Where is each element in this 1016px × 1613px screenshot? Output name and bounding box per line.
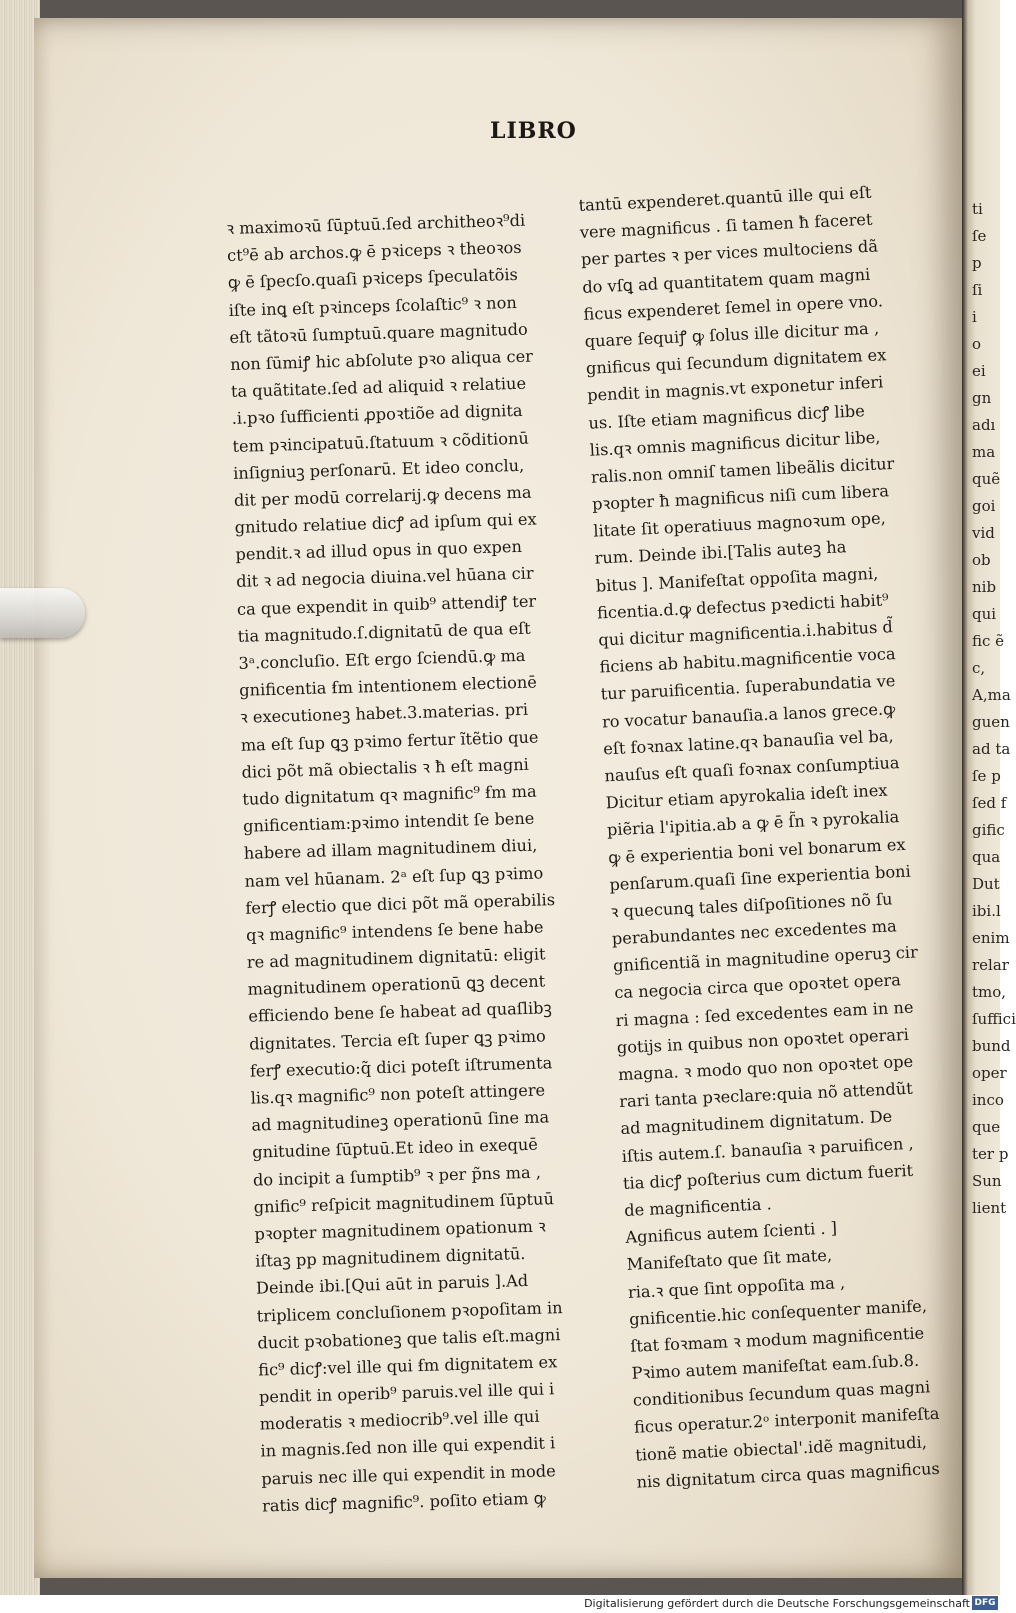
text-line: do vſꝗ ad quantitatem quam magni: [581, 264, 871, 297]
text-line: ficiens ab habitu.magnificentie voca: [599, 644, 896, 677]
text-line: pendit in magnis.vt exponetur inferi: [586, 372, 884, 406]
right-page-fragment: qua: [972, 848, 1001, 866]
text-line: ferꝭ executio:q̃ dici poteſt iſtrumenta: [249, 1053, 553, 1081]
text-line: ria.ꝛ que ſint oppoſita ma ,: [627, 1272, 846, 1302]
right-page-fragment: Dut: [972, 875, 1000, 893]
text-line: gnificus qui ſecundum dignitatem ex: [585, 345, 887, 378]
text-line: pendit in operib⁹ paruis.vel ille qui i: [258, 1379, 555, 1407]
right-page-fragment: ma: [972, 443, 996, 461]
text-line: tionẽ matie obiectal'.idẽ magnitudi,: [634, 1432, 928, 1465]
text-line: iſte inꝗ eſt pꝛinceps ſcolaſtic⁹ ꝛ non: [228, 292, 517, 320]
right-page-fragment: ſe: [972, 227, 987, 245]
text-line: eſt tãtoꝛū ſumptuū.quare magnitudo: [229, 319, 528, 347]
text-line: gnificentia ẜm intentionem electionē: [239, 672, 538, 700]
text-line: tudo dignitatum qꝛ magnific⁹ ẜm ma: [242, 781, 537, 809]
text-line: ficus expenderet ſemel in opere vno.: [583, 291, 884, 324]
right-page-fragment: lient: [972, 1199, 1007, 1217]
text-line: ꝛ quecunꝗ tales diſpoſitiones nõ ſu: [610, 889, 893, 922]
text-line: do incipit a ſumptib⁹ ꝛ per p̃ns ma ,: [252, 1162, 542, 1190]
text-line: ralis.non omniſ tamen libeãlis dicitur: [590, 453, 895, 487]
right-page-fragment: qui: [972, 605, 997, 623]
text-line: ratis dicꝭ magnific⁹. poſito etiam ꝙ: [261, 1488, 547, 1516]
text-line: dit per modū correlarij.ꝙ decens ma: [233, 482, 532, 510]
text-line: ducit pꝛobationeꝫ que talis eſt.magni: [257, 1324, 561, 1353]
right-page-fragment: oper: [972, 1064, 1007, 1082]
text-line: paruis nec ille qui expendit in mode: [261, 1460, 556, 1489]
right-page-fragment: gn: [972, 389, 992, 407]
right-page-fragment: ad ta: [972, 740, 1011, 758]
text-line: ſtat foꝛmam ꝛ modum magnificentie: [629, 1323, 925, 1356]
text-line: rari tanta pꝛeclare:quia nõ attendũt: [618, 1078, 914, 1112]
right-page-fragment: adı: [972, 416, 996, 434]
right-page-fragment: p: [972, 254, 982, 272]
text-line: pꝛopter ħ magnificus niſi cum libera: [591, 481, 890, 514]
text-line: lis.qꝛ omnis magnificus dicitur libe,: [589, 427, 881, 460]
text-line: Dicitur etiam apyrokalia ideſt inex: [605, 780, 888, 813]
text-line: ficentia.d.ꝙ defectus pꝛedicti habit⁹: [596, 590, 890, 623]
right-page-fragment: relar: [972, 956, 1009, 974]
text-line: gnificentiã in magnitudine operuꝫ cir: [612, 942, 919, 976]
text-line: ct⁹ē ab archos.ꝙ ē pꝛiceps ꝛ theoꝛos: [226, 237, 522, 266]
text-line: inſigniuꝫ perſonarū. Et ideo conclu,: [232, 455, 525, 483]
right-page-fragment: bund: [972, 1037, 1011, 1055]
right-page-fragment: fic ẽ: [972, 632, 1005, 650]
text-line: non ſūmiꝭ hic abſolute pꝛo aliqua cer: [229, 346, 534, 374]
funding-credit: Digitalisierung gefördert durch die Deutsche Forschungsgemeinschaft: [584, 1597, 970, 1610]
right-page-fragment: ter p: [972, 1145, 1009, 1163]
right-page-fragment: nib: [972, 578, 997, 596]
text-line: dignitates. Tercia eſt ſuper ꝗꝫ pꝛimo: [248, 1026, 547, 1054]
right-page-fragment: guen: [972, 713, 1010, 731]
text-line: ad magnitudinem dignitatum. De: [620, 1107, 893, 1139]
running-header: LIBRO: [490, 118, 577, 144]
text-line: Pꝛimo autem manifeſtat eam.ſub.8.: [631, 1350, 920, 1383]
text-line: in magnis.ſed non ille qui expendit i: [260, 1433, 556, 1461]
text-line: tia magnitudo.ſ.dignitatū de qua eſt: [237, 618, 531, 646]
right-page-edge: [962, 0, 1016, 1595]
text-line: rum. Deinde ibi.[Talis auteꝫ ha: [594, 537, 847, 569]
text-line: iſtaꝫ pp magnitudinem dignitatū.: [254, 1244, 526, 1271]
text-line: gotijs in quibus non opoꝛtet operari: [616, 1024, 910, 1057]
text-line: qꝛ magnific⁹ intendens ſe bene habe: [245, 917, 544, 945]
text-line: ad magnitudineꝫ operationū ſine ma: [251, 1107, 550, 1135]
text-line: ꝙ ē ſpecſo.quaſi pꝛiceps ſpeculatõis: [227, 265, 519, 293]
right-page-fragment: goi: [972, 497, 996, 515]
right-page-fragment: ibi.l: [972, 902, 1001, 920]
right-page-fragment: ti: [972, 200, 983, 218]
footer-bar: [0, 1595, 1000, 1613]
right-page-fragment: gific: [972, 821, 1005, 839]
right-page-fragment: o: [972, 335, 982, 353]
text-line: ri magna : ſed excedentes eam in ne: [615, 997, 914, 1030]
right-page-fragment: ſe p: [972, 767, 1001, 785]
right-page-fragment: ei: [972, 362, 986, 380]
right-page-fragment: ſed f: [972, 794, 1007, 812]
text-line: gnitudine ſūptuū.Et ideo in exequē: [251, 1135, 539, 1163]
text-line: tia dicꝭ poſterius cum dictum fuerit: [622, 1160, 914, 1193]
text-line: ꝙ ē experientia boni vel bonarum ex: [607, 834, 906, 867]
text-line: de magnificentia .: [623, 1194, 773, 1220]
text-line: 3ᵃ.concluſio. Eſt ergo ſciendū.ꝙ ma: [238, 645, 526, 673]
text-line: habere ad illam magnitudinem diui,: [243, 835, 538, 864]
text-line: us. Iſte etiam magnificus dicꝭ libe: [588, 400, 866, 433]
dfg-logo: DFG: [972, 1596, 998, 1610]
text-line: per partes ꝛ per vices multociens dã: [580, 236, 879, 270]
text-line: gnificentie.hic conſequenter manife,: [628, 1296, 928, 1329]
text-line: iſtis autem.ſ. banauſia ꝛ paruificen ,: [621, 1133, 914, 1166]
text-line: gnific⁹ reſpicit magnitudinem ſūptuū: [253, 1188, 555, 1217]
right-page-fragment: i: [972, 308, 977, 326]
text-line: pꝛopter magnitudinem opationum ꝛ: [254, 1216, 546, 1244]
text-line: ro vocatur banauſia.a lanos grece.ꝙ: [601, 698, 896, 732]
text-line: triplicem concluſionem pꝛopoſitam in: [256, 1297, 563, 1326]
page-clip: [0, 588, 85, 638]
text-line: fic⁹ dicꝭ:vel ille qui ẜm dignitatem ex: [257, 1352, 558, 1380]
text-line: ta quãtitate.ſed ad aliquid ꝛ relatiue: [230, 373, 527, 402]
text-line: tur paruificentia. ſuperabundatia ve: [600, 671, 896, 704]
text-line: conditionibus ſecundum quas magni: [632, 1377, 931, 1410]
right-page-fragment: quẽ: [972, 470, 1001, 488]
text-line: pendit.ꝛ ad illud opus in quo expen: [235, 537, 523, 565]
right-page-fragment: Sun: [972, 1172, 1002, 1190]
text-line: tem pꝛincipatuū.ſtatuum ꝛ cõditionū: [232, 428, 530, 456]
left-text-column: [226, 206, 580, 1519]
text-line: perabundantes nec excedentes ma: [611, 916, 898, 949]
text-line: dici põt mã obiectalis ꝛ ħ eſt magni: [241, 754, 530, 782]
text-line: ca negocia circa que opoꝛtet opera: [613, 970, 902, 1003]
text-line: ca que expendit in quib⁹ attendiꝭ ter: [236, 591, 537, 619]
text-line: gnificentiam:pꝛimo intendit ſe bene: [242, 808, 535, 836]
right-page-fragment: tmo,: [972, 983, 1007, 1001]
text-line: magnitudinem operationū ꝗꝫ decent: [247, 971, 546, 999]
text-line: qui dicitur magnificentia.i.habitus d̃: [597, 617, 894, 650]
right-page-fragment: que: [972, 1118, 1001, 1136]
text-line: litate ſit operatiuus magnoꝛum ope,: [592, 508, 887, 541]
text-line: gnitudo relatiue dicꝭ ad ipſum qui ex: [234, 509, 537, 537]
right-page-fragment: ſi: [972, 281, 983, 299]
text-line: efficiendo bene ſe habeat ad quaſlibꝫ: [248, 998, 553, 1027]
text-line: ꝛ executioneꝫ habet.3.materias. pri: [239, 700, 529, 728]
text-line: re ad magnitudinem dignitatū: eligit: [246, 944, 546, 972]
text-line: lis.qꝛ magnific⁹ non poteſt attingere: [250, 1080, 546, 1108]
right-page-fragment: ob: [972, 551, 991, 569]
text-line: Deinde ibi.[Qui aūt in paruis ].Ad: [255, 1271, 529, 1298]
right-text-column: [578, 177, 957, 1495]
text-line: Manifeſtato que ſit mate,: [626, 1245, 833, 1275]
text-line: .i.pꝛo ſufficienti ꝓpoꝛtiõe ad dignita: [231, 401, 523, 429]
right-page-fragment: enim: [972, 929, 1010, 947]
right-page-fragment: A,ma: [972, 686, 1011, 704]
text-line: quare ſequiꝭ ꝙ ſolus ille dicitur ma ,: [584, 318, 880, 351]
text-line: Agnificus autem ſcienti . ]: [625, 1218, 838, 1248]
text-line: penſarum.quaſi ſine experientia boni: [609, 861, 912, 894]
text-line: moderatis ꝛ mediocrib⁹.vel ille qui: [259, 1406, 540, 1434]
text-line: nam vel hūanam. 2ᵃ eſt ſup ꝗꝫ pꝛimo: [244, 862, 544, 891]
text-line: tantū expenderet.quantū ille qui eſt: [578, 182, 872, 215]
text-line: eſt foꝛnax latine.qꝛ banauſia vel ba,: [602, 726, 894, 759]
text-line: ferꝭ electio que dici põt mã operabilis: [245, 889, 556, 918]
text-line: ficus operatur.2ᵒ interponit manifeſta: [633, 1404, 940, 1438]
text-line: nauſus eſt quaſi foꝛnax conſumptiua: [604, 752, 900, 786]
right-page-fragment: c,: [972, 659, 986, 677]
text-line: nis dignitatum circa quas magnificus: [636, 1458, 941, 1492]
text-line: magna. ꝛ modo quo non opoꝛtet ope: [617, 1051, 914, 1085]
text-line: vere magnificus . ſi tamen ħ faceret: [579, 209, 873, 243]
text-line: bitus ]. Manifeſtat oppoſita magni,: [595, 563, 879, 596]
text-line: piẽria l'ipitia.ab a ꝙ ē ſ̃n ꝛ pyrokalia: [606, 807, 900, 840]
text-line: ma eſt ſup ꝗꝫ pꝛimo fertur ĩtẽtio que: [240, 727, 539, 755]
right-page-fragment: vid: [972, 524, 995, 542]
right-page-fragment: inco: [972, 1091, 1004, 1109]
right-page-fragment: ſuffici: [972, 1010, 1016, 1028]
text-line: ꝛ maximoꝛū ſūptuū.ſed architheoꝛ⁹di: [226, 210, 526, 238]
text-line: dit ꝛ ad negocia diuina.vel hūana cir: [235, 563, 534, 592]
